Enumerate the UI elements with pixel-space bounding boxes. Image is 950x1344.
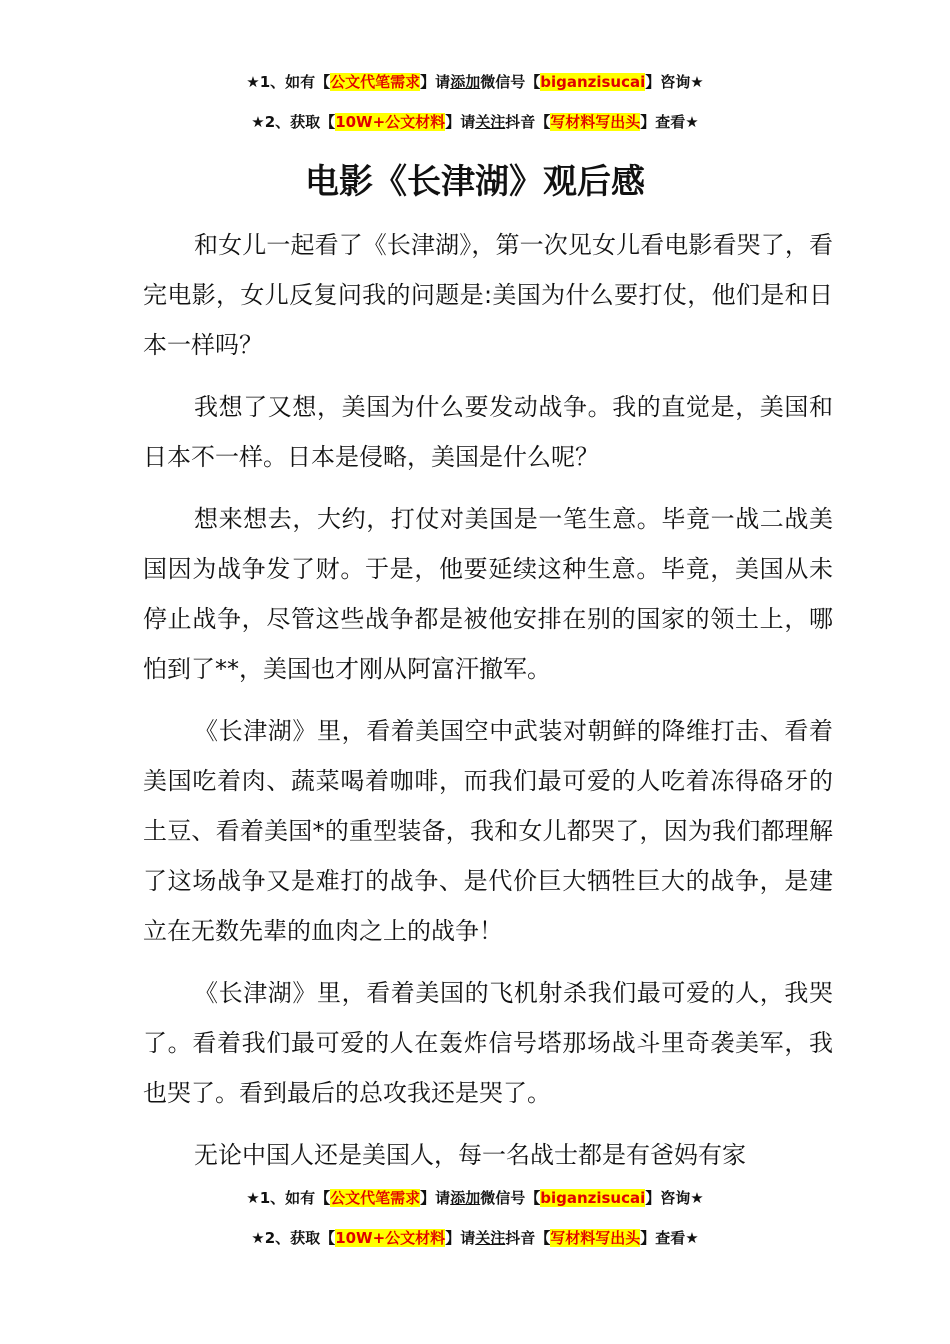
header-banner-line-1 [0, 70, 950, 94]
banner-text: 】请 [445, 113, 476, 131]
paragraph: 《长津湖》里，看着美国空中武装对朝鲜的降维打击、看着美国吃着肉、蔬菜喝着咖啡，而我们最可爱的人吃着冻得硌牙的土豆、看着美国*的重型装备，我和女儿都哭了，因为我们都理解了这场战争又是难打的战争、是代价巨大牺牲巨大的战争，是建立在无数先辈的血肉之上的战争！ [143, 717, 833, 945]
banner-text: ★1、如有【 [246, 73, 331, 91]
paragraph: 想来想去，大约，打仗对美国是一笔生意。毕竟一战二战美国因为战争发了财。于是，他要延续这种生意。毕竟，美国从未停止战争，尽管这些战争都是被他安排在别的国家的领土上，哪怕到了**，美国也才刚从阿富汗撤军。 [143, 505, 833, 683]
banner-text: 微信号【 [480, 73, 541, 91]
banner-text: 】请 [420, 73, 451, 91]
document-title: 电影《长津湖》观后感 [305, 162, 645, 202]
banner-highlight: biganzisucai [540, 1189, 646, 1207]
banner-highlight: 公文代笔需求 [330, 1189, 421, 1207]
paragraph: 和女儿一起看了《长津湖》，第一次见女儿看电影看哭了，看完电影，女儿反复问我的问题是:美国为什么要打仗，他们是和日本一样吗？ [143, 231, 833, 359]
banner-text: 抖音【 [505, 1229, 551, 1247]
footer-banner-line-2 [0, 1226, 950, 1250]
banner-text: 】咨询★ [645, 1189, 704, 1207]
paragraph: 《长津湖》里，看着美国的飞机射杀我们最可爱的人，我哭了。看着我们最可爱的人在轰炸信号塔那场战斗里奇袭美军，我也哭了。看到最后的总攻我还是哭了。 [143, 979, 833, 1107]
banner-text: 抖音【 [505, 113, 551, 131]
banner-text: 】请 [445, 1229, 476, 1247]
banner-text: 微信号【 [480, 1189, 541, 1207]
banner-highlight: 写材料写出头 [550, 113, 641, 131]
paragraph: 无论中国人还是美国人，每一名战士都是有爸妈有家 [194, 1141, 746, 1169]
document-body [143, 220, 833, 1192]
banner-underlined-text: 关注 [475, 113, 506, 131]
banner-text: 】查看★ [640, 1229, 699, 1247]
banner-highlight: 10W+公文材料 [335, 1229, 446, 1247]
header-banner-line-2 [0, 110, 950, 134]
banner-underlined-text: 添加 [450, 73, 481, 91]
banner-text: ★1、如有【 [246, 1189, 331, 1207]
paragraph: 我想了又想，美国为什么要发动战争。我的直觉是，美国和日本不一样。日本是侵略，美国是什么呢？ [143, 393, 833, 471]
banner-highlight: biganzisucai [540, 73, 646, 91]
banner-text: 】咨询★ [645, 73, 704, 91]
banner-text: ★2、获取【 [251, 1229, 336, 1247]
banner-highlight: 10W+公文材料 [335, 113, 446, 131]
banner-underlined-text: 关注 [475, 1229, 506, 1247]
banner-underlined-text: 添加 [450, 1189, 481, 1207]
footer-banner-line-1 [0, 1186, 950, 1210]
banner-highlight: 公文代笔需求 [330, 73, 421, 91]
banner-text: ★2、获取【 [251, 113, 336, 131]
banner-text: 】请 [420, 1189, 451, 1207]
banner-highlight: 写材料写出头 [550, 1229, 641, 1247]
banner-text: 】查看★ [640, 113, 699, 131]
